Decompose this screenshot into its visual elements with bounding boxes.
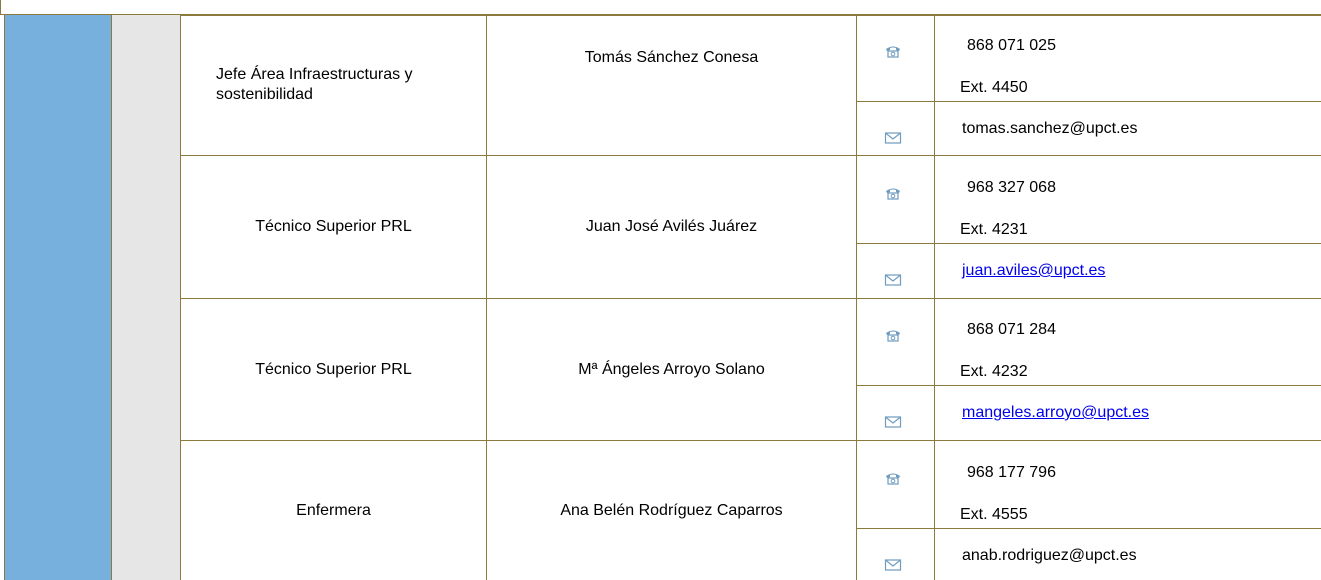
grey-side-column bbox=[112, 15, 181, 580]
blue-side-column bbox=[4, 15, 112, 580]
phone-extension: Ext. 4231 bbox=[960, 221, 1028, 238]
name-cell: Tomás Sánchez Conesa bbox=[584, 49, 759, 66]
phone-icon bbox=[884, 328, 902, 342]
mail-icon bbox=[884, 415, 902, 429]
name-cell: Juan José Avilés Juárez bbox=[585, 218, 758, 235]
phone-number: 868 071 284 bbox=[967, 321, 1056, 338]
phone-number: 968 327 068 bbox=[967, 179, 1056, 196]
phone-number: 968 177 796 bbox=[967, 464, 1056, 481]
mail-icon bbox=[884, 131, 902, 145]
phone-extension: Ext. 4555 bbox=[960, 506, 1028, 523]
email-link[interactable]: juan.aviles@upct.es bbox=[962, 262, 1106, 279]
sub-row-divider bbox=[856, 385, 1321, 386]
mail-icon bbox=[884, 273, 902, 287]
email-link[interactable]: mangeles.arroyo@upct.es bbox=[962, 404, 1149, 421]
role-cell: Técnico Superior PRL bbox=[255, 218, 412, 235]
table-top-stub bbox=[0, 0, 1321, 15]
name-cell: Mª Ángeles Arroyo Solano bbox=[578, 360, 765, 378]
phone-icon bbox=[884, 186, 902, 200]
role-cell: Jefe Área Infraestructuras y sostenibilidad bbox=[216, 66, 413, 103]
phone-icon bbox=[884, 44, 902, 58]
sub-row-divider bbox=[856, 243, 1321, 244]
contacts-table bbox=[181, 15, 1321, 580]
role-cell: Técnico Superior PRL bbox=[255, 360, 412, 378]
email-address[interactable]: tomas.sanchez@upct.es bbox=[962, 120, 1138, 137]
phone-number: 868 071 025 bbox=[967, 37, 1056, 54]
sub-row-divider bbox=[856, 528, 1321, 529]
mail-icon bbox=[884, 558, 902, 572]
phone-extension: Ext. 4232 bbox=[960, 363, 1028, 380]
email-address[interactable]: anab.rodriguez@upct.es bbox=[962, 547, 1137, 564]
sub-row-divider bbox=[856, 101, 1321, 102]
phone-icon bbox=[884, 471, 902, 485]
role-cell: Enfermera bbox=[296, 501, 371, 519]
phone-extension: Ext. 4450 bbox=[960, 79, 1028, 96]
name-cell: Ana Belén Rodríguez Caparros bbox=[560, 501, 783, 519]
